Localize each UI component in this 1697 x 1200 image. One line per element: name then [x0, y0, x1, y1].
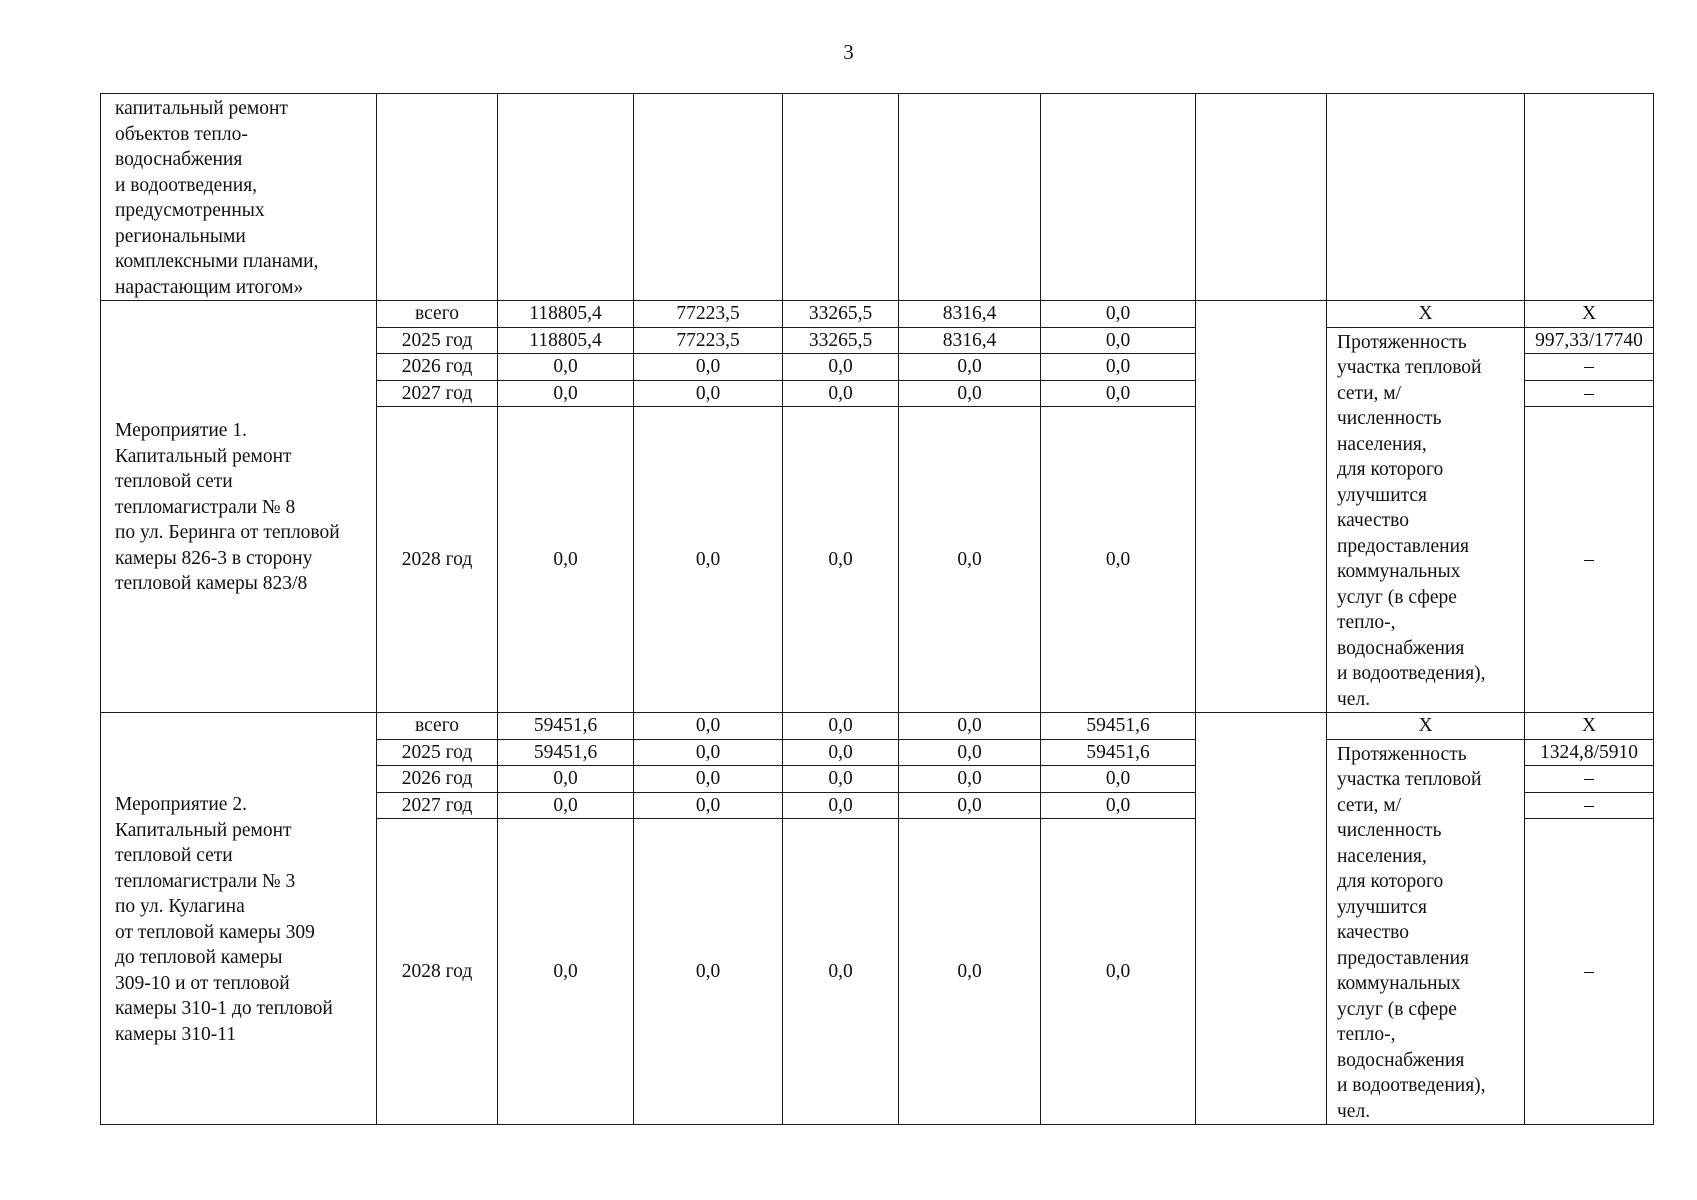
value-cell: 0,0 [498, 819, 634, 1125]
table-row [101, 301, 1654, 328]
value-cell: 118805,4 [498, 327, 634, 354]
value-cell: 8316,4 [899, 327, 1041, 354]
value-cell: 0,0 [899, 407, 1041, 713]
indicator-header-cell: Х [1327, 301, 1525, 328]
year-cell: 2025 год [377, 327, 498, 354]
value-cell: 0,0 [783, 739, 899, 766]
value-cell: 0,0 [1041, 380, 1196, 407]
value-cell: 0,0 [1041, 792, 1196, 819]
value-cell: 0,0 [783, 819, 899, 1125]
empty-cell [634, 94, 783, 301]
page-number: 3 [843, 40, 854, 64]
value-cell: 0,0 [1041, 819, 1196, 1125]
intro-text-cell: капитальный ремонт объектов тепло- водоснабжения и водоотведения, предусмотренных региональными комплексными планами, нарастающим итогом» [101, 94, 377, 301]
program-table [100, 93, 1654, 1125]
empty-cell [899, 94, 1041, 301]
value-cell: 0,0 [899, 354, 1041, 381]
value-cell: 0,0 [783, 766, 899, 793]
value-cell: 0,0 [634, 819, 783, 1125]
value-cell: 0,0 [634, 713, 783, 740]
value-cell: 0,0 [783, 380, 899, 407]
year-cell: 2027 год [377, 792, 498, 819]
value-cell: 59451,6 [1041, 739, 1196, 766]
indicator-cell: Протяженность участка тепловой сети, м/ численность населения, для которого улучшится качество предоставления коммунальных услуг (в сфере тепло-, водоснабжения и водоотведения), чел. [1327, 739, 1525, 1125]
value-cell: 0,0 [498, 380, 634, 407]
target-cell: 1324,8/5910 [1525, 739, 1654, 766]
year-cell: 2025 год [377, 739, 498, 766]
year-cell: 2026 год [377, 766, 498, 793]
value-cell: 8316,4 [899, 301, 1041, 328]
value-cell: 0,0 [899, 792, 1041, 819]
target-cell: – [1525, 819, 1654, 1125]
empty-cell [783, 94, 899, 301]
year-cell: 2027 год [377, 380, 498, 407]
empty-cell [1327, 94, 1525, 301]
value-cell: 77223,5 [634, 301, 783, 328]
value-cell: 33265,5 [783, 301, 899, 328]
target-cell: – [1525, 766, 1654, 793]
indicator-header-cell: Х [1327, 713, 1525, 740]
indicator-cell: Протяженность участка тепловой сети, м/ численность населения, для которого улучшится качество предоставления коммунальных услуг (в сфере тепло-, водоснабжения и водоотведения), чел. [1327, 327, 1525, 713]
value-cell: 0,0 [1041, 354, 1196, 381]
empty-cell [1525, 94, 1654, 301]
value-cell: 0,0 [783, 407, 899, 713]
value-cell: 0,0 [634, 380, 783, 407]
target-cell: – [1525, 792, 1654, 819]
value-cell: 0,0 [498, 354, 634, 381]
target-cell: Х [1525, 301, 1654, 328]
target-cell: 997,33/17740 [1525, 327, 1654, 354]
value-cell: 0,0 [634, 792, 783, 819]
value-cell: 0,0 [899, 766, 1041, 793]
value-cell: 0,0 [899, 819, 1041, 1125]
value-cell: 0,0 [899, 739, 1041, 766]
empty-cell [498, 94, 634, 301]
value-cell: 59451,6 [498, 713, 634, 740]
value-cell: 0,0 [899, 713, 1041, 740]
value-cell: 0,0 [1041, 327, 1196, 354]
year-cell: 2028 год [377, 819, 498, 1125]
value-cell: 59451,6 [498, 739, 634, 766]
target-cell: – [1525, 380, 1654, 407]
event-description-cell: Мероприятие 1. Капитальный ремонт тепловой сети тепломагистрали № 8 по ул. Беринга от тепловой камеры 826-3 в сторону тепловой камеры 823/8 [101, 301, 377, 713]
event-description-cell: Мероприятие 2. Капитальный ремонт тепловой сети тепломагистрали № 3 по ул. Кулагина от тепловой камеры 309 до тепловой камеры 309-10 и от тепловой камеры 310-1 до тепловой камеры 310-11 [101, 713, 377, 1125]
value-cell: 0,0 [634, 354, 783, 381]
value-cell: 0,0 [498, 792, 634, 819]
value-cell: 33265,5 [783, 327, 899, 354]
value-cell: 0,0 [634, 766, 783, 793]
table-row [101, 94, 1654, 301]
table-row [101, 713, 1654, 740]
value-cell: 0,0 [1041, 407, 1196, 713]
target-cell: – [1525, 407, 1654, 713]
value-cell: 0,0 [783, 354, 899, 381]
value-cell: 77223,5 [634, 327, 783, 354]
value-cell: 59451,6 [1041, 713, 1196, 740]
year-cell: 2026 год [377, 354, 498, 381]
value-cell: 0,0 [498, 407, 634, 713]
year-cell: всего [377, 713, 498, 740]
table-body [101, 94, 1654, 1125]
empty-cell [1196, 713, 1327, 1125]
value-cell: 0,0 [783, 792, 899, 819]
value-cell: 0,0 [634, 739, 783, 766]
value-cell: 0,0 [1041, 766, 1196, 793]
empty-cell [1196, 301, 1327, 713]
year-cell: всего [377, 301, 498, 328]
target-cell: Х [1525, 713, 1654, 740]
empty-cell [377, 94, 498, 301]
target-cell: – [1525, 354, 1654, 381]
value-cell: 0,0 [783, 713, 899, 740]
empty-cell [1196, 94, 1327, 301]
value-cell: 0,0 [1041, 301, 1196, 328]
year-cell: 2028 год [377, 407, 498, 713]
value-cell: 0,0 [634, 407, 783, 713]
value-cell: 0,0 [899, 380, 1041, 407]
value-cell: 118805,4 [498, 301, 634, 328]
empty-cell [1041, 94, 1196, 301]
value-cell: 0,0 [498, 766, 634, 793]
